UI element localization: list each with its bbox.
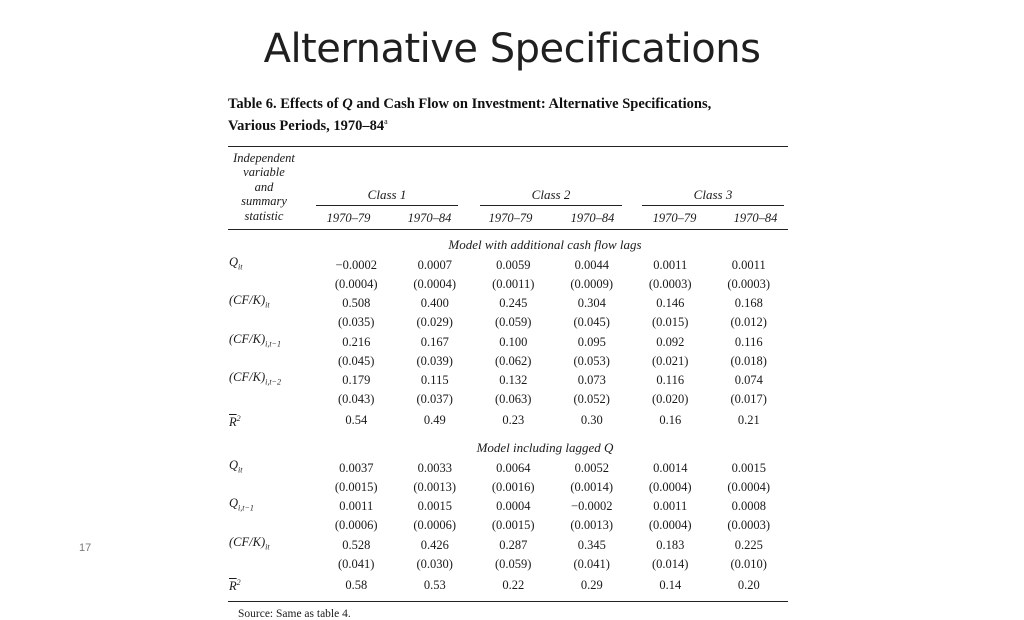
coefficient-cell: −0.0002 [335,257,377,272]
r-squared-row [228,408,788,433]
table-body [228,236,790,598]
standard-error-row [228,314,788,331]
coefficient-cell: 0.092 [656,334,685,349]
standard-error-row [228,391,788,408]
coefficient-row [228,292,788,314]
standard-error-cell: (0.0004) [648,518,692,533]
standard-error-cell: (0.041) [573,556,610,571]
estimates-table [228,254,788,433]
r-squared-cell: 0.21 [737,412,760,427]
estimates-table [228,457,788,598]
variable-name: (CF/K) [229,370,266,385]
coefficient-row [228,495,788,517]
coefficient-cell: 0.225 [734,537,763,552]
coefficient-cell: 0.345 [577,537,606,552]
r-squared-exponent: 2 [236,578,241,588]
coefficient-cell: 0.116 [734,334,763,349]
table-header [228,147,790,229]
coefficient-cell: 0.073 [577,373,606,388]
caption-prefix: Table 6. Effects of [228,96,343,112]
blank-stub [228,391,317,408]
variable-name: (CF/K) [229,293,266,308]
coefficient-cell: 0.132 [499,373,528,388]
standard-error-cell: (0.0006) [413,518,457,533]
stub-header [228,151,300,224]
r-squared-cell: 0.22 [502,577,525,592]
section-title: Model including lagged Q [476,439,614,455]
coefficient-cell: 0.0011 [731,257,766,272]
standard-error-cell: (0.0003) [727,518,771,533]
bottom-rule [228,601,788,602]
r-squared-cell: 0.30 [580,412,603,427]
standard-error-row [228,517,788,534]
coefficient-cell: 0.0015 [417,499,452,514]
r-squared-symbol: $\overline{R}$ [229,414,237,429]
r-squared-cell: 0.58 [345,577,368,592]
r-squared-label [228,572,317,597]
variable-label [228,369,317,391]
standard-error-cell: (0.020) [652,392,689,407]
coefficient-cell: 0.400 [420,296,449,311]
r-squared-cell: 0.29 [580,577,603,592]
standard-error-row [228,353,788,370]
period-header: 1970–79 [326,210,371,225]
variable-subscript: it [265,300,270,310]
standard-error-row [228,479,788,496]
standard-error-cell: (0.0004) [648,479,692,494]
caption-note-mark: a [384,117,388,126]
r-squared-label [228,408,317,433]
standard-error-cell: (0.0003) [727,276,771,291]
standard-error-cell: (0.053) [573,353,610,368]
standard-error-cell: (0.062) [495,353,532,368]
coefficient-cell: 0.304 [577,296,606,311]
variable-name: Q [229,457,239,472]
variable-subscript: i,t−1 [238,503,254,513]
coefficient-cell: 0.095 [577,334,606,349]
blank-stub [228,517,317,534]
standard-error-cell: (0.0004) [413,276,457,291]
coefficient-cell: 0.0008 [731,499,766,514]
variable-subscript: i,t−1 [265,339,281,349]
caption-q: Q [342,96,353,112]
r-squared-cell: 0.23 [502,412,525,427]
coefficient-cell: 0.0059 [496,257,531,272]
coefficient-cell: 0.146 [656,296,685,311]
standard-error-cell: (0.015) [652,315,689,330]
variable-label [228,331,317,353]
class-1-rule [316,205,458,206]
standard-error-cell: (0.012) [730,315,767,330]
coefficient-cell: 0.0007 [417,257,452,272]
standard-error-cell: (0.0015) [491,518,535,533]
standard-error-row [228,556,788,573]
standard-error-cell: (0.063) [495,392,532,407]
variable-label [228,495,317,517]
variable-subscript: it [238,262,243,272]
coefficient-cell: 0.115 [420,373,449,388]
coefficient-cell: −0.0002 [571,499,613,514]
variable-name: (CF/K) [229,534,266,549]
header-rule [228,229,788,230]
table-image [228,96,790,620]
coefficient-cell: 0.245 [499,296,528,311]
standard-error-cell: (0.059) [495,315,532,330]
stub-header-line: statistic [244,208,284,223]
coefficient-cell: 0.167 [420,334,449,349]
r-squared-cell: 0.49 [423,412,446,427]
standard-error-cell: (0.0006) [334,518,378,533]
caption-suffix: and Cash Flow on Investment: Alternative Specifications, [352,96,712,112]
r-squared-cell: 0.54 [345,412,368,427]
variable-name: (CF/K) [229,331,266,346]
standard-error-cell: (0.045) [573,315,610,330]
coefficient-row [228,254,788,276]
coefficient-row [228,369,788,391]
coefficient-cell: 0.426 [420,537,449,552]
standard-error-cell: (0.043) [338,392,375,407]
coefficient-cell: 0.528 [342,537,371,552]
period-header: 1970–84 [407,210,452,225]
coefficient-cell: 0.0044 [574,257,609,272]
variable-subscript: i,t−2 [265,377,281,387]
variable-label [228,292,317,314]
coefficient-cell: 0.168 [734,296,763,311]
standard-error-cell: (0.014) [652,556,689,571]
r-squared-cell: 0.16 [659,412,682,427]
r-squared-exponent: 2 [236,413,241,423]
class-2-header: Class 2 [531,186,571,202]
variable-label [228,534,317,556]
r-squared-symbol: $\overline{R}$ [229,579,237,594]
blank-stub [228,276,317,293]
blank-stub [228,479,317,496]
stub-header-line: summary [241,194,287,209]
coefficient-cell: 0.116 [656,373,685,388]
period-header: 1970–79 [652,210,697,225]
blank-stub [228,556,317,573]
standard-error-cell: (0.017) [730,392,767,407]
coefficient-cell: 0.0011 [653,257,688,272]
coefficient-cell: 0.0004 [496,499,531,514]
standard-error-cell: (0.030) [416,556,453,571]
coefficient-cell: 0.100 [499,334,528,349]
caption-line2: Various Periods, 1970–84 [228,117,385,134]
coefficient-cell: 0.216 [342,334,371,349]
standard-error-cell: (0.035) [338,315,375,330]
standard-error-cell: (0.0016) [491,479,535,494]
variable-label [228,254,317,276]
class-3-rule [642,205,784,206]
variable-label [228,457,317,479]
standard-error-cell: (0.021) [652,353,689,368]
coefficient-row [228,331,788,353]
coefficient-row [228,534,788,556]
standard-error-cell: (0.059) [495,556,532,571]
standard-error-cell: (0.039) [416,353,453,368]
standard-error-cell: (0.0003) [648,276,692,291]
period-header: 1970–84 [733,210,778,225]
source-note: Source: Same as table 4. [238,607,351,620]
standard-error-cell: (0.052) [573,392,610,407]
coefficient-cell: 0.0014 [653,460,688,475]
coefficient-cell: 0.179 [342,373,371,388]
standard-error-cell: (0.029) [416,315,453,330]
standard-error-cell: (0.018) [730,353,767,368]
standard-error-cell: (0.041) [338,556,375,571]
r-squared-row [228,572,788,597]
stub-header-line: variable [243,165,285,180]
standard-error-row [228,276,788,293]
class-2-rule [480,205,622,206]
slide-title: Alternative Specifications [263,26,761,72]
blank-stub [228,353,317,370]
coefficient-cell: 0.287 [499,537,528,552]
coefficient-cell: 0.0037 [339,460,374,475]
r-squared-cell: 0.14 [659,577,682,592]
variable-name: Q [229,254,239,269]
coefficient-row [228,457,788,479]
period-header: 1970–79 [488,210,533,225]
table-caption [228,96,790,135]
standard-error-cell: (0.0013) [413,479,457,494]
page-number: 17 [79,542,92,554]
standard-error-cell: (0.0014) [570,479,614,494]
standard-error-cell: (0.0013) [570,518,614,533]
section-title: Model with additional cash flow lags [448,236,642,252]
coefficient-cell: 0.0052 [574,460,609,475]
stub-header-line: Independent [233,150,295,165]
period-header: 1970–84 [570,210,615,225]
coefficient-cell: 0.0011 [339,499,374,514]
coefficient-cell: 0.0011 [653,499,688,514]
standard-error-cell: (0.045) [338,353,375,368]
standard-error-cell: (0.0004) [334,276,378,291]
r-squared-cell: 0.20 [737,577,760,592]
coefficient-cell: 0.0064 [496,460,531,475]
class-1-header: Class 1 [367,186,407,202]
blank-stub [228,314,317,331]
class-3-header: Class 3 [693,186,733,202]
coefficient-cell: 0.0033 [417,460,452,475]
standard-error-cell: (0.0004) [727,479,771,494]
coefficient-cell: 0.0015 [731,460,766,475]
stub-header-line: and [254,179,274,194]
coefficient-cell: 0.183 [656,537,685,552]
variable-subscript: it [265,542,270,552]
standard-error-cell: (0.037) [416,392,453,407]
r-squared-cell: 0.53 [423,577,446,592]
variable-name: Q [229,496,239,511]
standard-error-cell: (0.0015) [334,479,378,494]
coefficient-cell: 0.074 [734,373,763,388]
variable-subscript: it [238,465,243,475]
standard-error-cell: (0.0009) [570,276,614,291]
standard-error-cell: (0.0011) [492,276,535,291]
standard-error-cell: (0.010) [730,556,767,571]
coefficient-cell: 0.508 [342,296,371,311]
